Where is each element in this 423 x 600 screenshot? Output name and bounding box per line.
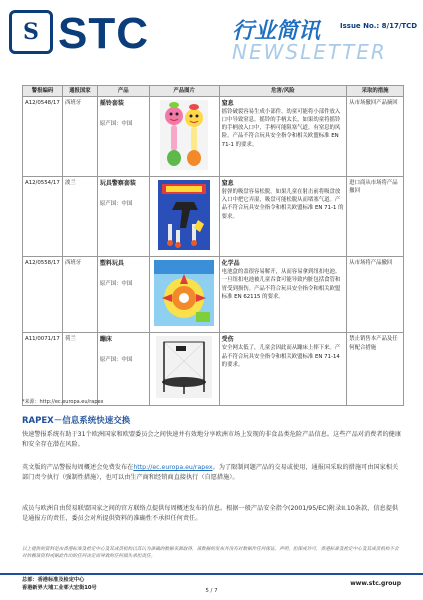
product-name: 蹦床 <box>99 336 112 344</box>
table-row <box>23 257 404 333</box>
rapex-paragraph-2 <box>22 463 404 483</box>
product-cell <box>97 257 149 333</box>
rapex-section-title: RAPEX－信息系统快速交换 <box>22 416 131 426</box>
product-origin: 原产国：中国 <box>99 201 133 208</box>
rapex-link[interactable]: http://ec.europa.eu/rapex <box>133 464 213 471</box>
stc-logo-mark <box>9 10 53 54</box>
footer-street: 香港新界大埔工业邨大宏街10号 <box>22 584 97 591</box>
alert-country: 荷兰 <box>62 333 97 405</box>
product-name: 玩具警察套装 <box>99 180 136 188</box>
table-header-row <box>23 86 404 97</box>
col-header-country: 通报国家 <box>62 86 97 97</box>
product-image-cell <box>149 333 219 405</box>
rapex-paragraph-2-lead: 英文版的产品警报每周概述会免费发布在 <box>22 464 134 471</box>
col-header-image: 产品图片 <box>149 86 219 97</box>
alert-code: A12/0554/17 <box>23 177 63 257</box>
product-image-cell <box>149 257 219 333</box>
risk-title: 化学品 <box>221 260 240 268</box>
risk-description: 射弹的吸盘容易松脱。如果儿童在射击前将吸盘放入口中把它弄湿，吸盘可能松脱从而堵塞气道。产品不符合玩具安全指令和相关欧盟标准 EN 71-1 的要求。 <box>221 189 344 220</box>
alert-code: A11/0071/17 <box>23 333 63 405</box>
alert-country: 西班牙 <box>62 97 97 177</box>
stc-logo-text: STC <box>58 9 149 58</box>
risk-cell <box>219 177 347 257</box>
product-origin: 原产国：中国 <box>99 357 133 364</box>
risk-cell <box>219 257 347 333</box>
measure-cell: 从市场将产品撤回 <box>347 257 404 333</box>
logo-mark-letter: S <box>23 19 39 45</box>
product-image-cell <box>149 177 219 257</box>
risk-cell <box>219 333 347 405</box>
table-row <box>23 97 404 177</box>
measure-cell: 进口商从市场将产品撤回 <box>347 177 404 257</box>
table-row <box>23 333 404 405</box>
police-set-image <box>156 180 212 250</box>
col-header-code: 警报编码 <box>23 86 63 97</box>
risk-description: 安全网太低了，儿童会因此而从蹦床上摔下来。产品不符合玩具安全指令和相关欧盟标准 EN 71-14 的要求。 <box>221 345 341 368</box>
newsletter-header <box>0 0 423 62</box>
alert-country: 西班牙 <box>62 257 97 333</box>
page-number: 5 / 7 <box>205 588 218 594</box>
footer-hq: 总部：香港标准及检定中心 <box>22 577 85 583</box>
risk-title: 受伤 <box>221 336 234 344</box>
product-cell <box>97 333 149 405</box>
risk-description: 摇铃破裂容易生成小部件。幼童可能将小部件放入口中导致窒息。摇铃的手柄太长，如果幼童将摇铃的手柄放入口中，手柄可能阻塞气道。有窒息的风险。产品不符合玩具安全指令和相关欧盟标准 EN 71-1 的要求。 <box>221 109 341 148</box>
col-header-risk: 危害/风险 <box>219 86 347 97</box>
table-row <box>23 177 404 257</box>
product-cell <box>97 97 149 177</box>
rapex-alert-table <box>22 85 404 406</box>
plastic-toy-image <box>152 260 216 326</box>
newsletter-title-cn: 行业简讯 <box>232 19 321 44</box>
product-origin: 原产国：中国 <box>99 121 133 128</box>
footer-website[interactable]: www.stc.group <box>350 580 401 587</box>
rattle-set-image <box>152 100 216 170</box>
rapex-paragraph-3: 成员与欧洲自由贸易联盟国家之间的官方联络点提供每周概述发布的信息。根据一般产品安全指令(2001/95/EC)附录II.10条款，信息提供是通报方的责任，委员会对所提供资料的准确性不承担任何责任。 <box>22 505 399 522</box>
alert-code: A12/0548/17 <box>23 97 63 177</box>
alert-country: 波兰 <box>62 177 97 257</box>
product-name: 塑料玩具 <box>99 260 124 268</box>
risk-cell <box>219 97 347 177</box>
trampoline-image <box>156 336 212 398</box>
risk-title: 窒息 <box>221 100 234 108</box>
source-note: *来源：http://ec.europa.eu/rapex <box>22 399 104 405</box>
col-header-measure: 采取的措施 <box>347 86 404 97</box>
product-name: 摇铃套装 <box>99 100 124 108</box>
issue-number: Issue No.: 8/17/TCD <box>340 22 418 30</box>
measure-cell: 从市场撤回产品摘回 <box>347 97 404 177</box>
risk-title: 窒息 <box>221 180 234 188</box>
footer-divider <box>0 573 423 575</box>
risk-description: 电池盒的盖很容易解开，从而容易拿到纽扣电池。一旦纽扣电池被儿童吞食可能导致内脏包括食管和胃受到损伤。产品不符合玩具安全指令和相关欧盟标准 EN 62115 的要求。 <box>221 269 341 300</box>
disclaimer: 以上提供的资料是由香港标准及检定中心及其成员机构以其认为准确的数据来源取得，该数据的发布并没有对数据作任何保证，声明，担保或许可，香港标准及检定中心及其成员机构不会对依赖该资料或据此作出的任何决定而导致的任何损失承担责任。 <box>22 547 399 559</box>
alert-code: A12/0558/17 <box>23 257 63 333</box>
rapex-paragraph-1: 快速警报系统有助于31个欧洲国家和欧盟委员会之间快速并有效地分享欧洲市场上发现的非食品类危险产品信息。这些产品对消费者的健康和安全存在潜在风险。 <box>22 431 402 448</box>
product-cell <box>97 177 149 257</box>
measure-cell: 禁止销售本产品及任何配合措施 <box>347 333 404 405</box>
col-header-product: 产品 <box>97 86 149 97</box>
rapex-paragraph-2-rest: 。为了限制问题产品的交易或使用，通报国采取的措施可由国家相关部门责令执行（强制性措施），也可以由生产商和经销商直接执行（自愿措施）。 <box>22 464 399 481</box>
newsletter-title-en: NEWSLETTER <box>232 40 387 64</box>
product-origin: 原产国：中国 <box>99 281 133 288</box>
product-image-cell <box>149 97 219 177</box>
